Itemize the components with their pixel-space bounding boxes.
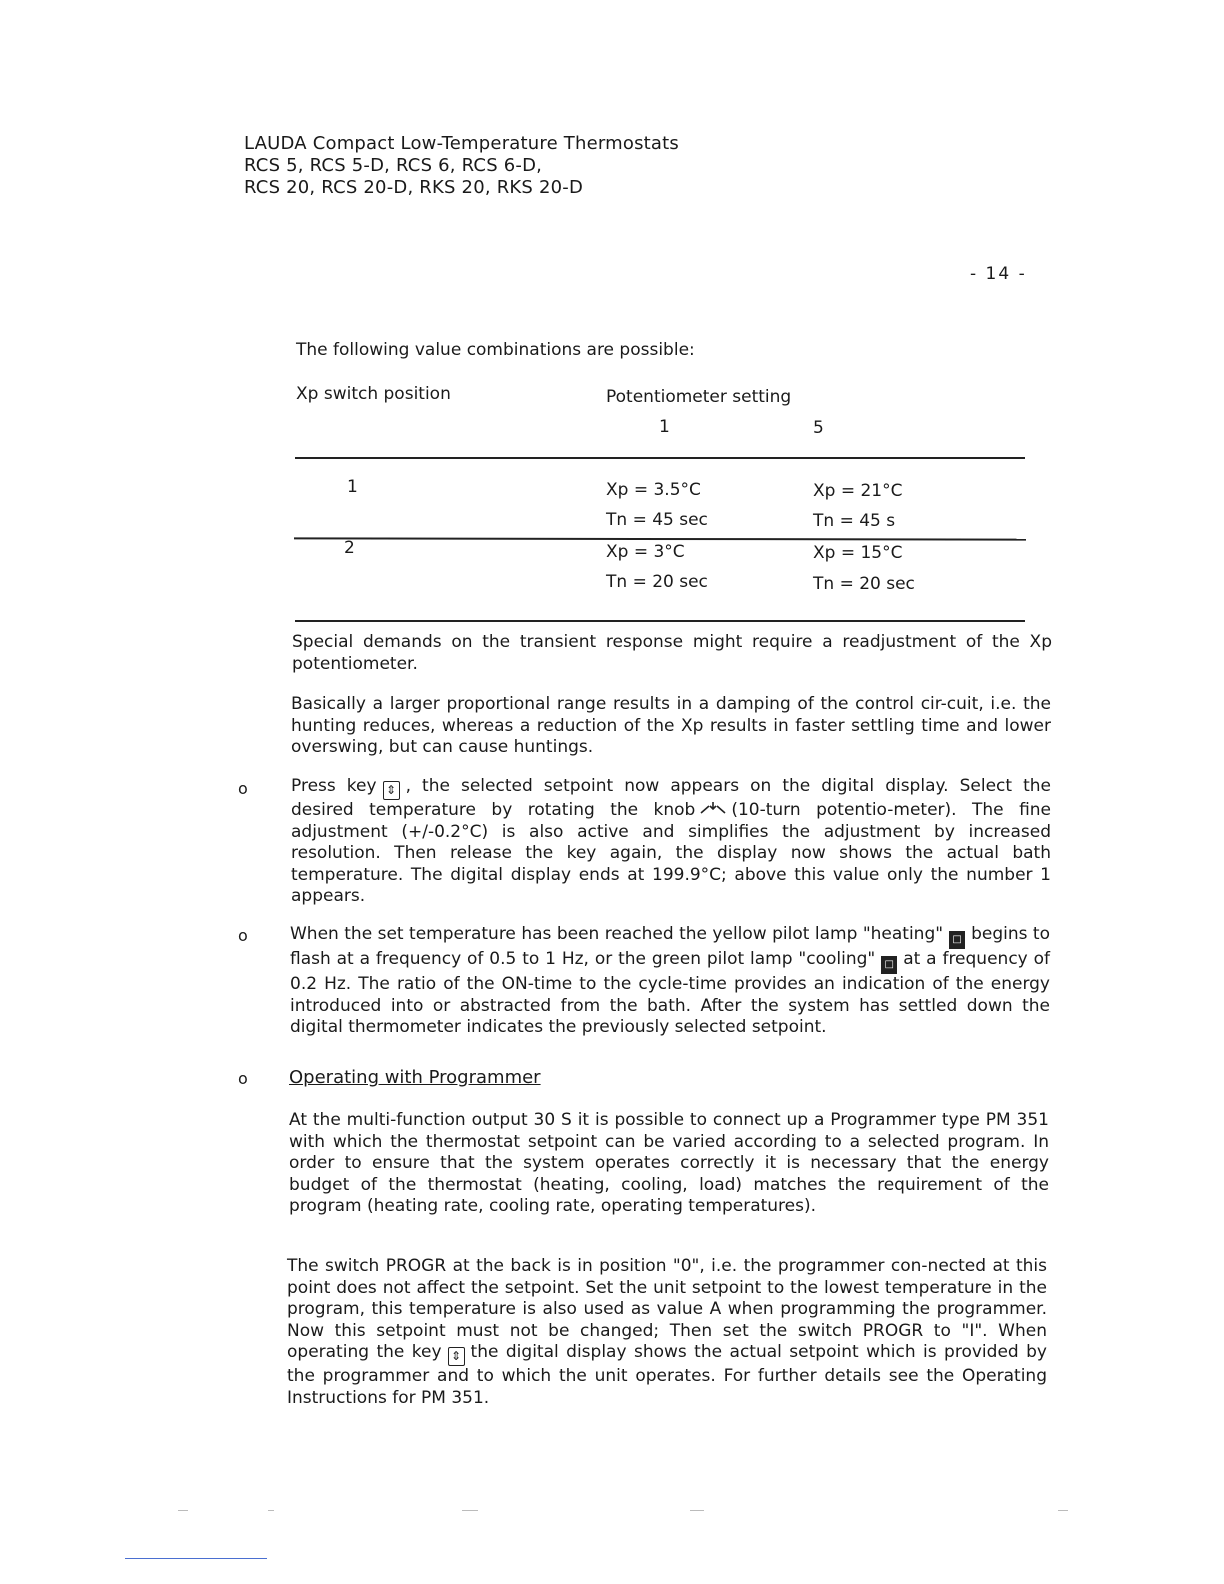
table-row-2-xp-5: Xp = 15°C [813, 543, 903, 563]
scan-mark [1058, 1510, 1068, 1511]
table-row-2-xp-1: Xp = 3°C [606, 542, 685, 562]
paragraph-multi-function-output: At the multi-function output 30 S it is possible to connect up a Programmer type PM 351 with which the thermostat setpoint can be varied according to a selected program. In order to ensure that the system operates correctly it is necessary that the energy budget of the thermostat (heating, cooling, load) matches the requirement of the program (heating rate, cooling rate, operating temperatures). [289, 1110, 1049, 1216]
table-rule-middle [294, 537, 1026, 540]
bullet-marker-3: o [238, 1069, 248, 1088]
heating-lamp-icon: □ [949, 931, 965, 949]
footer-line [125, 1558, 267, 1559]
paragraph-switch-progr [287, 1256, 1047, 1409]
table-header-potentiometer: Potentiometer setting [606, 387, 792, 407]
paragraph-switch-progr-text-a: The switch PROGR at the back is in position "0", i.e. the programmer con-nected at this point does not affect the setpoint. Set the unit setpoint to the lowest temperature in the program, this temperature is also used as value A when programming the programmer. Now this setpoint must not be changed; Then set the switch PROGR to "I". When operating the key [287, 1256, 1047, 1362]
header-line-3: RCS 20, RCS 20-D, RKS 20, RKS 20-D [244, 177, 584, 198]
intro-text: The following value combinations are possible: [296, 340, 695, 360]
section-heading-programmer: Operating with Programmer [289, 1067, 541, 1088]
bullet-2-text-b: begins to flash at a frequency of 0.5 to 1 Hz, or the green pilot lamp "cooling" [290, 924, 1050, 969]
document-header [244, 133, 679, 199]
paragraph-special-demands: Special demands on the transient response might require a readjustment of the Xp potentiometer. [292, 632, 1052, 674]
table-header-xp-switch: Xp switch position [296, 384, 451, 404]
setpoint-key-icon: ⇕ [448, 1347, 465, 1366]
scan-mark [268, 1510, 274, 1511]
scan-mark [690, 1510, 704, 1511]
bullet-marker-1: o [238, 779, 248, 798]
bullet-1-text-c: (10-turn potentio-meter). The fine adjustment (+/-0.2°C) is also active and simplifies the adjustment by increased resolution. Then release the key again, the display now shows the actual bath temperature. The digital display ends at 199.9°C; above this value only the number 1 appears. [291, 800, 1052, 906]
setpoint-key-icon: ⇕ [383, 781, 400, 800]
bullet-2-text-a: When the set temperature has been reached the yellow pilot lamp "heating" [290, 924, 944, 944]
table-row-1-tn-5: Tn = 45 s [813, 511, 896, 531]
table-subheader-5: 5 [813, 418, 824, 438]
paragraph-switch-progr-text-b: the digital display shows the actual setpoint which is provided by the programmer and to which the unit operates. For further details see the Operating Instructions for PM 351. [287, 1342, 1047, 1408]
table-row-2-position: 2 [344, 538, 355, 558]
bullet-1-text-b: , the selected setpoint now appears on the digital display. Select the desired temperature by rotating the knob [291, 776, 1051, 820]
table-row-1-xp-1: Xp = 3.5°C [606, 480, 701, 500]
table-rule-bottom [295, 620, 1025, 622]
table-row-1-tn-1: Tn = 45 sec [606, 510, 708, 530]
bullet-2-text-c: at a frequency of 0.2 Hz. The ratio of the ON-time to the cycle-time provides an indication of the energy introduced into or abstracted from the bath. After the system has settled down the digital thermometer indicates the previously selected setpoint. [290, 949, 1050, 1037]
bullet-press-key [291, 776, 1051, 908]
bullet-set-temperature [290, 924, 1050, 1039]
table-row-2-tn-1: Tn = 20 sec [606, 572, 708, 592]
table-row-1-position: 1 [347, 477, 358, 497]
bullet-marker-2: o [238, 926, 248, 945]
header-line-2: RCS 5, RCS 5-D, RCS 6, RCS 6-D, [244, 155, 543, 176]
page-number: - 14 - [970, 264, 1027, 284]
cooling-lamp-icon: □ [881, 956, 897, 974]
table-row-2-tn-5: Tn = 20 sec [813, 574, 915, 594]
paragraph-basically: Basically a larger proportional range results in a damping of the control cir-cuit, i.e. the hunting reduces, whereas a reduction of the Xp results in faster settling time and lower overswing, but can cause huntings. [291, 694, 1051, 757]
knob-icon [699, 800, 727, 822]
table-rule-top [295, 457, 1025, 459]
table-subheader-1: 1 [659, 417, 670, 437]
bullet-1-text-a: Press key [291, 776, 377, 796]
scan-mark [178, 1510, 188, 1511]
scan-mark [462, 1510, 478, 1511]
table-row-1-xp-5: Xp = 21°C [813, 481, 903, 501]
header-line-1: LAUDA Compact Low-Temperature Thermostats [244, 133, 679, 154]
